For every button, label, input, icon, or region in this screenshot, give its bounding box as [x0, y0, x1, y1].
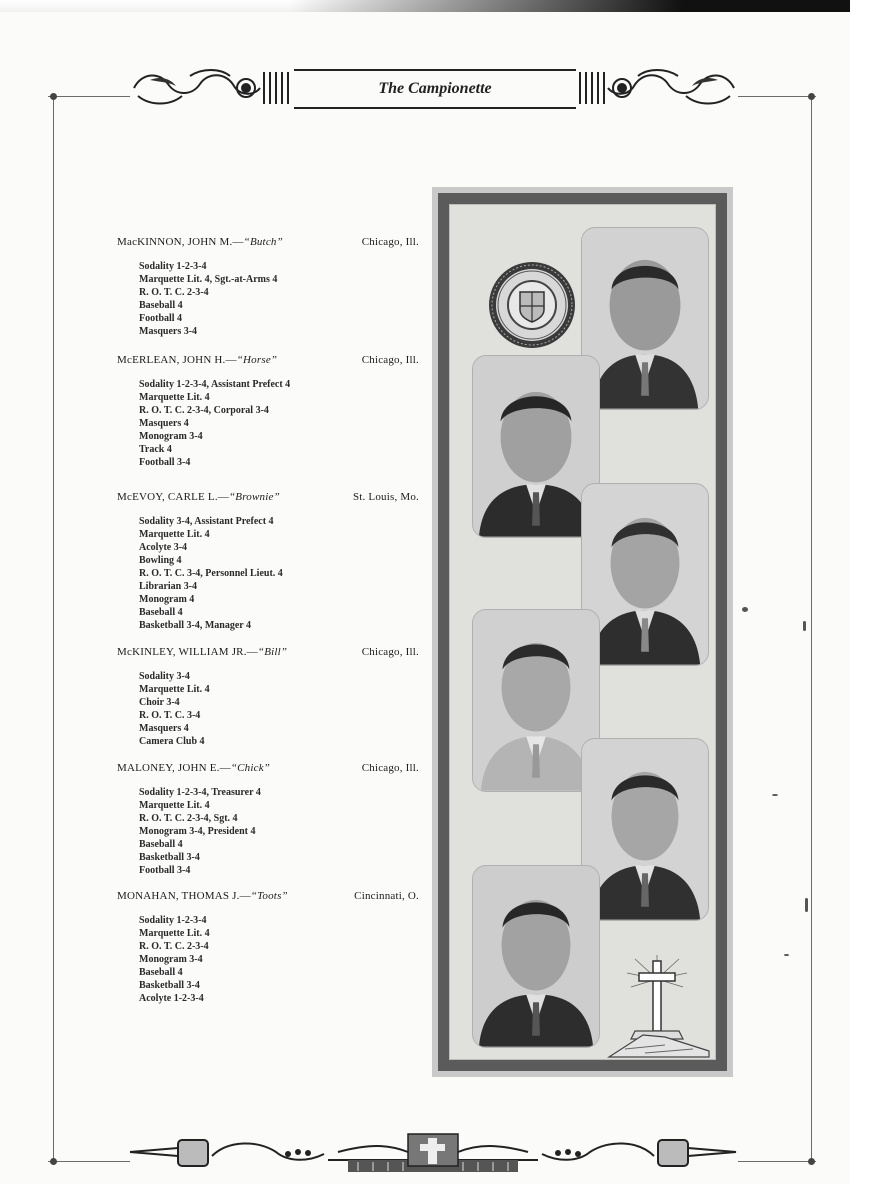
scan-speck	[805, 898, 808, 912]
entry-monahan	[117, 890, 419, 1005]
page-frame-top-right	[738, 96, 816, 97]
entry-nickname: “Bill”	[257, 646, 288, 658]
activity-item: Football 4	[139, 313, 183, 324]
activity-item: Choir 3-4	[139, 697, 180, 708]
entry-name: MacKINNON, JOHN M.—“Butch”	[117, 236, 283, 248]
activity-item: R. O. T. C. 3-4	[139, 710, 201, 721]
page-right-edge	[850, 0, 870, 1184]
activity-item: Monogram 3-4	[139, 954, 203, 965]
activity-list	[139, 786, 419, 877]
page-scan-shadow	[290, 0, 850, 12]
entry-mckinley	[117, 646, 419, 748]
activity-item: Baseball 4	[139, 300, 183, 311]
page-frame-bottom-left	[48, 1161, 130, 1162]
entry-mackinnon	[117, 236, 419, 338]
page-frame-top-left	[48, 96, 130, 97]
activity-list	[139, 914, 419, 1005]
page-frame-right	[811, 96, 812, 1162]
scan-speck	[784, 954, 789, 956]
page-frame-left	[53, 96, 54, 1162]
entry-nickname: “Chick”	[230, 762, 271, 774]
activity-item: Basketball 3-4, Manager 4	[139, 620, 252, 631]
activity-item: Marquette Lit. 4	[139, 800, 210, 811]
activity-item: Marquette Lit. 4	[139, 529, 210, 540]
portrait-panel	[432, 187, 733, 1077]
activity-item: Masquers 4	[139, 418, 189, 429]
activity-list	[139, 260, 419, 338]
portrait-photo	[581, 227, 709, 410]
entry-nickname: “Horse”	[236, 354, 278, 366]
entry-city: Chicago, Ill.	[361, 646, 419, 658]
activity-item: Football 3-4	[139, 457, 191, 468]
portrait-panel-frame	[438, 193, 727, 1071]
portrait-photo	[472, 865, 600, 1048]
activity-item: Basketball 3-4	[139, 980, 200, 991]
activity-item: Camera Club 4	[139, 736, 205, 747]
activity-item: Baseball 4	[139, 967, 183, 978]
activity-item: Marquette Lit. 4	[139, 392, 210, 403]
activity-item: R. O. T. C. 2-3-4	[139, 941, 209, 952]
entry-mcevoy	[117, 491, 419, 632]
page-frame-bottom-right	[738, 1161, 816, 1162]
campion-seal-icon	[487, 260, 577, 350]
activity-item: Track 4	[139, 444, 172, 455]
activity-item: R. O. T. C. 2-3-4, Sgt. 4	[139, 813, 238, 824]
frame-corner-dot	[808, 93, 815, 100]
activity-item: Baseball 4	[139, 607, 183, 618]
activity-list	[139, 378, 419, 469]
entry-maloney	[117, 762, 419, 877]
activity-list	[139, 670, 419, 748]
scan-speck	[772, 794, 778, 796]
scan-speck	[742, 607, 748, 612]
activity-item: Sodality 3-4, Assistant Prefect 4	[139, 516, 274, 527]
activity-item: R. O. T. C. 2-3-4	[139, 287, 209, 298]
portrait-photo	[581, 738, 709, 921]
entry-city: Cincinnati, O.	[354, 890, 419, 902]
entry-nickname: “Brownie”	[228, 491, 280, 503]
page-title: The Campionette	[294, 69, 576, 109]
activity-item: Bowling 4	[139, 555, 182, 566]
activity-item: Sodality 1-2-3-4	[139, 915, 207, 926]
activity-item: Masquers 3-4	[139, 326, 198, 337]
activity-item: Sodality 3-4	[139, 671, 190, 682]
activity-item: Sodality 1-2-3-4, Treasurer 4	[139, 787, 261, 798]
entry-name: McEVOY, CARLE L.—“Brownie”	[117, 491, 280, 503]
entry-nickname: “Butch”	[243, 236, 283, 248]
activity-list	[139, 515, 419, 632]
activity-item: R. O. T. C. 3-4, Personnel Lieut. 4	[139, 568, 283, 579]
cross-crest-icon	[605, 953, 717, 1065]
activity-item: Sodality 1-2-3-4, Assistant Prefect 4	[139, 379, 291, 390]
frame-corner-dot	[50, 93, 57, 100]
portrait-panel-mat	[449, 204, 716, 1060]
entry-city: Chicago, Ill.	[361, 354, 419, 366]
entry-city: Chicago, Ill.	[361, 236, 419, 248]
activity-item: Librarian 3-4	[139, 581, 198, 592]
activity-item: Basketball 3-4	[139, 852, 200, 863]
activity-item: Monogram 4	[139, 594, 195, 605]
activity-item: Acolyte 3-4	[139, 542, 188, 553]
activity-item: Baseball 4	[139, 839, 183, 850]
entry-nickname: “Toots”	[250, 890, 288, 902]
activity-item: R. O. T. C. 2-3-4, Corporal 3-4	[139, 405, 269, 416]
activity-item: Football 3-4	[139, 865, 191, 876]
entry-name: MALONEY, JOHN E.—“Chick”	[117, 762, 271, 774]
activity-item: Masquers 4	[139, 723, 189, 734]
footer-emblem-ornament-icon	[128, 1126, 738, 1174]
frame-corner-dot	[50, 1158, 57, 1165]
activity-item: Marquette Lit. 4	[139, 684, 210, 695]
activity-item: Marquette Lit. 4	[139, 928, 210, 939]
entry-name: MONAHAN, THOMAS J.—“Toots”	[117, 890, 288, 902]
entry-mcerlean	[117, 354, 419, 469]
entry-city: Chicago, Ill.	[361, 762, 419, 774]
entry-name: McKINLEY, WILLIAM JR.—“Bill”	[117, 646, 288, 658]
activity-item: Monogram 3-4	[139, 431, 203, 442]
activity-item: Marquette Lit. 4, Sgt.-at-Arms 4	[139, 274, 278, 285]
entry-name: McERLEAN, JOHN H.—“Horse”	[117, 354, 278, 366]
frame-corner-dot	[808, 1158, 815, 1165]
activity-item: Monogram 3-4, President 4	[139, 826, 256, 837]
entry-city: St. Louis, Mo.	[352, 491, 419, 503]
activity-item: Acolyte 1-2-3-4	[139, 993, 204, 1004]
scan-speck	[803, 621, 806, 631]
portrait-photo	[581, 483, 709, 666]
activity-item: Sodality 1-2-3-4	[139, 261, 207, 272]
